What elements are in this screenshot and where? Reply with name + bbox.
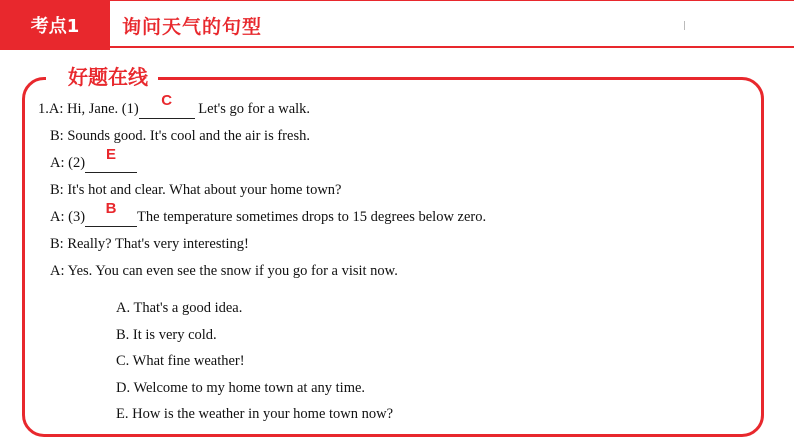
answer-mark: E — [106, 146, 117, 163]
answer-mark: C — [161, 92, 173, 109]
dialogue-line-1 — [38, 92, 311, 119]
page-title: 询问天气的句型 — [122, 16, 263, 38]
line-text: A: (2) — [50, 155, 86, 171]
line-text: A: (3) — [50, 209, 86, 225]
option-a: A. That's a good idea. — [116, 300, 243, 316]
panel-label: 好题在线 — [46, 62, 158, 92]
dialogue-line-7: A: Yes. You can even see the snow if you go for a visit now. — [50, 263, 398, 279]
option-c: C. What fine weather! — [116, 353, 245, 369]
dialogue-line-5 — [50, 200, 487, 227]
dialogue-line-2: B: Sounds good. It's cool and the air is fresh. — [50, 128, 310, 144]
dialogue-line-4: B: It's hot and clear. What about your home town? — [50, 182, 342, 198]
answer-blank — [85, 146, 137, 173]
answer-mark: B — [105, 200, 117, 217]
divider-tick — [684, 21, 685, 30]
line-text: Let's go for a walk. — [194, 101, 311, 117]
option-b: B. It is very cold. — [116, 327, 217, 343]
title-box — [110, 0, 794, 48]
dialogue-line-3 — [50, 146, 137, 173]
answer-blank — [85, 200, 137, 227]
topic-tag: 考点1 — [0, 0, 110, 50]
dialogue-line-6: B: Really? That's very interesting! — [50, 236, 249, 252]
option-e: E. How is the weather in your home town now? — [116, 406, 394, 422]
top-bar — [0, 0, 794, 50]
option-d: D. Welcome to my home town at any time. — [116, 380, 366, 396]
line-text: The temperature sometimes drops to 15 degrees below zero. — [137, 209, 487, 225]
answer-blank — [139, 92, 195, 119]
line-text: 1.A: Hi, Jane. (1) — [38, 101, 139, 117]
